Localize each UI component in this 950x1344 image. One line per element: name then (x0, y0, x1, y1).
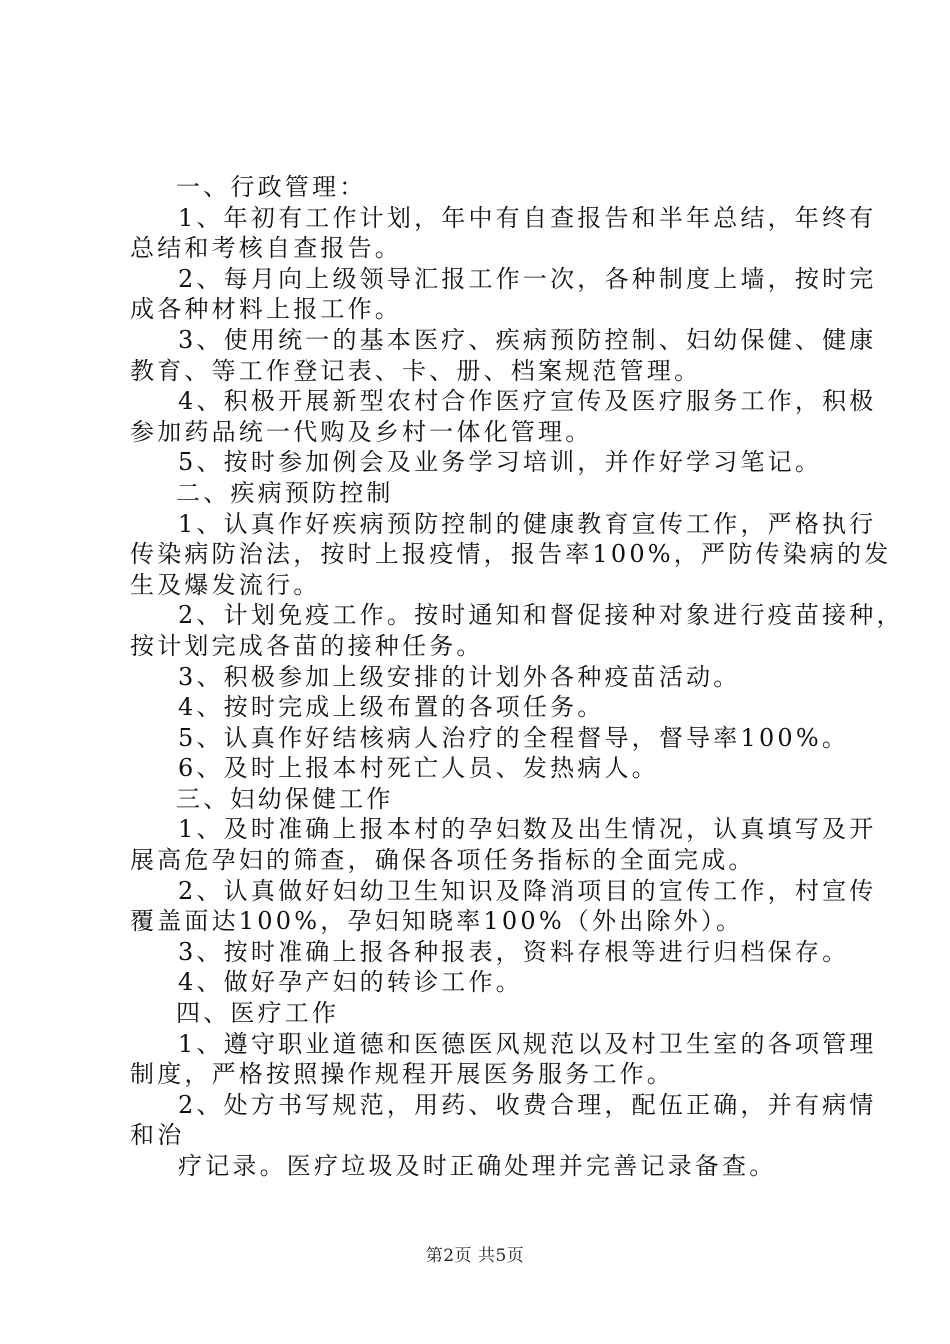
paragraph-line: 2、认真做好妇幼卫生知识及降消项目的宣传工作，村宣传 (178, 876, 877, 905)
paragraph-continuation: 生及爆发流行。 (130, 570, 321, 599)
section-heading: 四、医疗工作 (176, 999, 340, 1028)
paragraph-line: 6、及时上报本村死亡人员、发热病人。 (178, 754, 659, 783)
paragraph-continuation: 参加药品统一代购及乡村一体化管理。 (130, 417, 593, 446)
paragraph-continuation: 展高危孕妇的筛查，确保各项任务指标的全面完成。 (130, 846, 756, 875)
section-heading: 一、行政管理： (176, 173, 367, 201)
section-heading: 三、妇幼保健工作 (176, 784, 394, 813)
paragraph-line: 4、做好孕产妇的转诊工作。 (178, 968, 523, 997)
paragraph-line: 3、使用统一的基本医疗、疾病预防控制、妇幼保健、健康 (178, 325, 877, 354)
paragraph-continuation: 总结和考核自查报告。 (130, 234, 402, 263)
paragraph-line: 1、年初有工作计划，年中有自查报告和半年总结，年终有 (178, 203, 877, 232)
paragraph-line: 5、认真作好结核病人治疗的全程督导，督导率100%。 (178, 723, 850, 752)
paragraph-continuation: 和治 (130, 1121, 185, 1150)
paragraph-continuation: 制度，严格按照操作规程开展医务服务工作。 (130, 1060, 674, 1089)
paragraph-line: 3、按时准确上报各种报表，资料存根等进行归档保存。 (178, 937, 850, 966)
paragraph-continuation: 教育、等工作登记表、卡、册、档案规范管理。 (130, 356, 702, 385)
paragraph-line: 3、积极参加上级安排的计划外各种疫苗活动。 (178, 662, 741, 691)
document-body (130, 172, 904, 1182)
section-heading: 二、疾病预防控制 (176, 478, 394, 507)
paragraph-continuation: 覆盖面达100%，孕妇知晓率100%（外出除外）。 (130, 907, 744, 936)
paragraph-line: 疗记录。医疗垃圾及时正确处理并完善记录备查。 (178, 1152, 777, 1180)
paragraph-line: 4、积极开展新型农村合作医疗宣传及医疗服务工作，积极 (178, 387, 877, 416)
paragraph-continuation: 按计划完成各苗的接种任务。 (130, 631, 484, 660)
paragraph-continuation: 传染病防治法，按时上报疫情，报告率100%，严防传染病的发 (130, 540, 892, 569)
paragraph-line: 5、按时参加例会及业务学习培训，并作好学习笔记。 (178, 448, 823, 477)
paragraph-line: 2、计划免疫工作。按时通知和督促接种对象进行疫苗接种， (178, 601, 904, 630)
paragraph-continuation: 成各种材料上报工作。 (130, 295, 402, 324)
paragraph-line: 4、按时完成上级布置的各项任务。 (178, 693, 605, 722)
page-footer: 第2页 共5页 (425, 1246, 525, 1266)
paragraph-line: 2、每月向上级领导汇报工作一次，各种制度上墙，按时完 (178, 264, 877, 293)
paragraph-line: 1、遵守职业道德和医德医风规范以及村卫生室的各项管理 (178, 1029, 877, 1058)
paragraph-line: 1、认真作好疾病预防控制的健康教育宣传工作，严格执行 (178, 509, 877, 538)
paragraph-line: 2、处方书写规范，用药、收费合理，配伍正确，并有病情 (178, 1090, 877, 1119)
paragraph-line: 1、及时准确上报本村的孕妇数及出生情况，认真填写及开 (178, 815, 877, 844)
